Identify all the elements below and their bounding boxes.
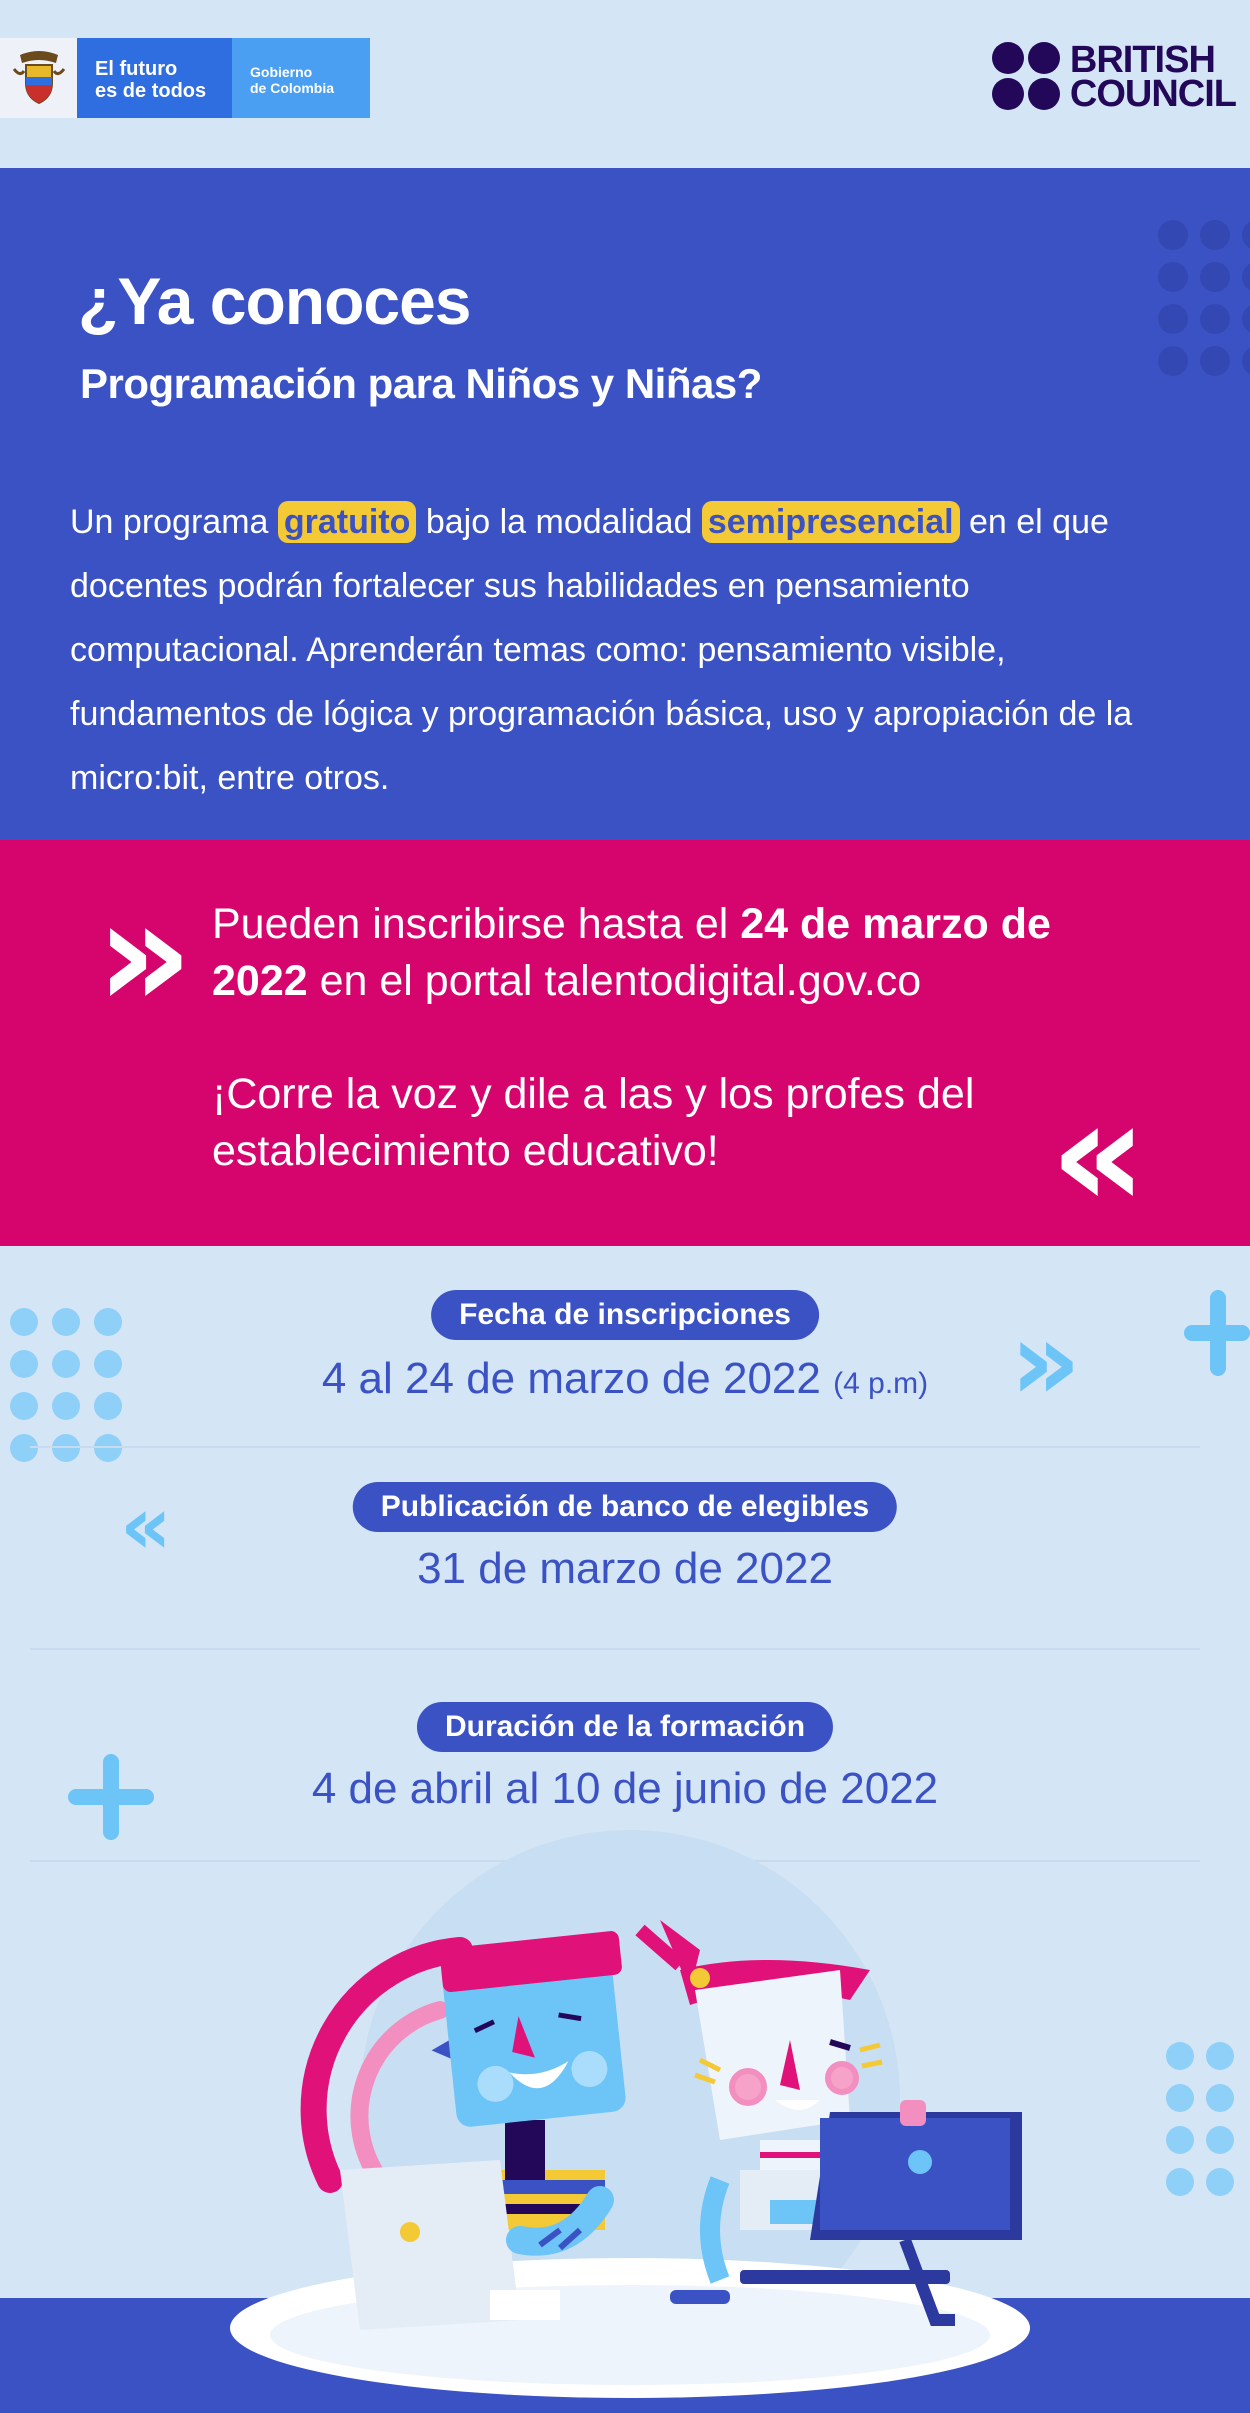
gov-sub-line2: de Colombia (250, 80, 335, 96)
gov-logo-line1: El futuro (95, 58, 178, 80)
british-council-dots-icon (992, 42, 1062, 112)
chevron-right-decor-icon: » (1010, 1297, 1082, 1425)
chevron-left-decor-icon: « (120, 1479, 172, 1572)
bc-line1: BRITISH (1069, 39, 1215, 81)
colombia-coat-of-arms-icon (0, 38, 77, 118)
intro-title: ¿Ya conoces (78, 264, 471, 338)
intro-body-part2: bajo la modalidad (416, 503, 702, 541)
date-value-publicacion: 31 de marzo de 2022 (417, 1544, 833, 1593)
intro-section (0, 168, 1250, 840)
intro-body-part1: Un programa (70, 503, 278, 541)
date-label-publicacion: Publicación de banco de elegibles (353, 1482, 897, 1532)
divider (30, 1446, 1200, 1448)
intro-body (70, 490, 1190, 810)
intro-body-part3: en el que docentes podrán fortalecer sus habilidades en pensamiento computacional. Aprenderán temas como: pensamiento visible, fundamentos de lógica y programación básica, uso y apropiación de la micro:bit, entre otros. (70, 503, 1133, 797)
inscripciones-range: 4 al 24 de marzo de 2022 (321, 1354, 821, 1403)
date-label-duracion: Duración de la formación (417, 1702, 833, 1752)
divider (30, 1648, 1200, 1650)
close-quote-icon: « (1050, 1068, 1147, 1242)
intro-subtitle: Programación para Niños y Niñas? (80, 360, 762, 407)
share-message: ¡Corre la voz y dile a las y los profes del establecimiento educativo! (212, 1070, 975, 1175)
deadline-text-part1: Pueden inscribirse hasta el (212, 900, 741, 948)
highlight-gratuito: gratuito (278, 501, 417, 543)
open-quote-icon: » (96, 868, 193, 1042)
gobierno-de-colombia-logo (0, 38, 370, 118)
robots-illustration (0, 1800, 1250, 2413)
registration-callout (0, 840, 1250, 1246)
gov-sub-line1: Gobierno (250, 64, 313, 80)
british-council-logo (992, 39, 1236, 115)
decorative-dot-grid-right (1166, 2042, 1234, 2196)
date-label-inscripciones: Fecha de inscripciones (431, 1290, 819, 1340)
date-value-inscripciones (0, 1354, 1250, 1404)
deadline-date: 24 de marzo de 2022 (212, 900, 1051, 1005)
robots-coding-illustration (0, 1800, 1250, 2413)
decorative-dot-grid (1158, 220, 1250, 376)
inscripciones-time-note: (4 p.m) (833, 1367, 929, 1400)
el-futuro-es-de-todos (77, 38, 232, 118)
date-value-duracion: 4 de abril al 10 de junio de 2022 (311, 1764, 939, 1813)
gov-logo-line2: es de todos (95, 80, 207, 102)
header (0, 0, 1250, 168)
british-council-wordmark (1069, 39, 1236, 115)
highlight-semipresencial: semipresencial (702, 501, 960, 543)
registration-deadline-text (212, 896, 1112, 1010)
bc-line2: COUNCIL (1069, 73, 1236, 115)
deadline-text-part2: en el portal talentodigital.gov.co (307, 957, 922, 1005)
gobierno-de-colombia-label (232, 38, 370, 118)
